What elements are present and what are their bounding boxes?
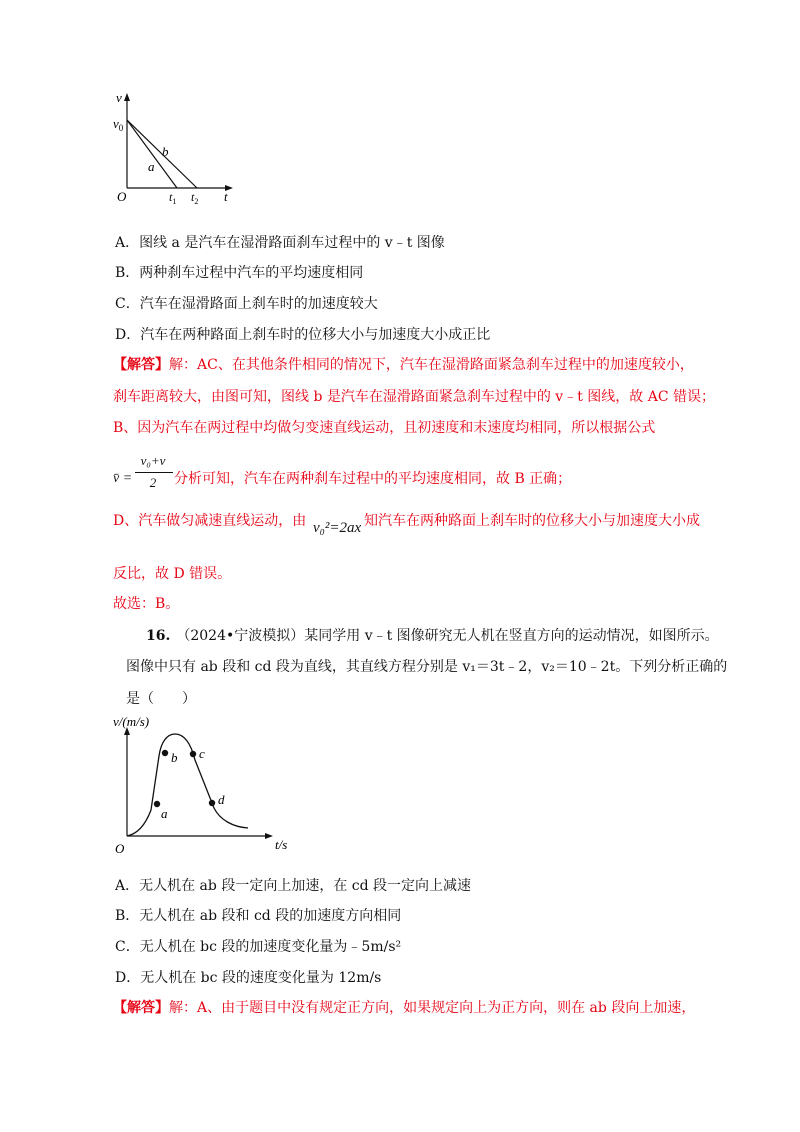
point-d-label: d	[218, 792, 225, 807]
v0-label: $v_0$	[113, 116, 124, 133]
q15-answer-line1	[113, 355, 694, 375]
point-a	[154, 801, 160, 807]
formula-v0-squared: v₀²=2ax	[313, 520, 362, 536]
drone-vt-graph	[105, 708, 310, 860]
q15-conclusion: 故选：B。	[113, 596, 180, 612]
q16-stem-line1	[146, 626, 719, 646]
t-axis-label: t/s	[275, 837, 288, 852]
formula-numerator: v₀+v	[140, 453, 166, 468]
t2-label: $t_2$	[191, 190, 199, 206]
line-a-label: a	[148, 159, 155, 174]
q16-answer-line1	[113, 998, 695, 1018]
q16-option-a: A．无人机在 ab 段一定向上加速，在 cd 段一定向上减速	[115, 878, 472, 894]
point-c	[190, 751, 196, 757]
point-b	[162, 750, 168, 756]
q15-answer-line2: 刹车距离较大，由图可知，图线 b 是汽车在湿滑路面紧急刹车过程中的 v﹣t 图线，故 AC 错误；	[113, 389, 716, 405]
answer-text: 解：AC、在其他条件相同的情况下，汽车在湿滑路面紧急刹车过程中的加速度较小，	[169, 357, 694, 373]
answer-text: 解：A、由于题目中没有规定正方向，如果规定向上为正方向，则在 ab 段向上加速，	[169, 1000, 696, 1016]
point-c-label: c	[199, 746, 205, 761]
q15-answer-line6: 反比，故 D 错误。	[113, 566, 232, 582]
q15-answer-line5-pre: D、汽车做匀减速直线运动，由	[113, 513, 307, 529]
q15-answer-line4: 分析可知，汽车在两种刹车过程中的平均速度相同，故 B 正确；	[174, 471, 572, 487]
q15-answer-line3: B、因为汽车在两过程中均做匀变速直线运动，且初速度和末速度均相同，所以根据公式	[113, 420, 656, 436]
question-number: 16.	[146, 628, 171, 644]
q16-option-b: B．无人机在 ab 段和 cd 段的加速度方向相同	[115, 908, 402, 924]
formula-denominator: 2	[149, 475, 157, 490]
t1-label: $t_1$	[169, 190, 177, 206]
point-a-label: a	[161, 806, 168, 821]
q15-option-c: C．汽车在湿滑路面上刹车时的加速度较大	[115, 296, 378, 312]
point-d	[209, 800, 215, 806]
q15-option-d: D．汽车在两种路面上刹车时的位移大小与加速度大小成正比	[115, 327, 491, 343]
q16-stem-line3: 是（ ）	[126, 691, 196, 707]
q16-stem-line2: 图像中只有 ab 段和 cd 段为直线，其直线方程分别是 v₁＝3t﹣2，v₂＝10﹣2t。下列分析正确的	[126, 659, 728, 675]
answer-tag: 【解答】	[113, 357, 169, 373]
velocity-curve	[127, 734, 248, 836]
v-axis-label: v/(m/s)	[113, 714, 150, 729]
v-axis-label: v	[116, 90, 122, 105]
formula-fraction	[133, 453, 175, 497]
q16-stem-text: （2024•宁波模拟）某同学用 v﹣t 图像研究无人机在竖直方向的运动情况，如图所示。	[176, 628, 719, 644]
q15-option-b: B．两种刹车过程中汽车的平均速度相同	[115, 265, 364, 281]
v-axis-arrow	[124, 93, 130, 101]
point-b-label: b	[171, 750, 178, 765]
t-axis-arrow	[265, 833, 273, 839]
q16-option-d: D．无人机在 bc 段的速度变化量为 12m/s	[115, 970, 382, 986]
formula-vbar-lhs: v̄ =	[113, 471, 133, 486]
origin-label: O	[117, 189, 127, 204]
origin-label: O	[115, 841, 125, 856]
t-axis-label: t	[224, 189, 228, 204]
line-b-label: b	[162, 144, 169, 159]
q15-answer-line5-post: 知汽车在两种路面上刹车时的位移大小与加速度大小成	[364, 513, 700, 529]
q16-option-c: C．无人机在 bc 段的加速度变化量为﹣5m/s²	[115, 939, 402, 955]
braking-vt-graph	[105, 88, 240, 208]
answer-tag: 【解答】	[113, 1000, 169, 1016]
fraction-bar	[135, 472, 173, 473]
q15-option-a: A．图线 a 是汽车在湿滑路面刹车过程中的 v﹣t 图像	[115, 235, 445, 251]
line-a	[127, 120, 177, 188]
